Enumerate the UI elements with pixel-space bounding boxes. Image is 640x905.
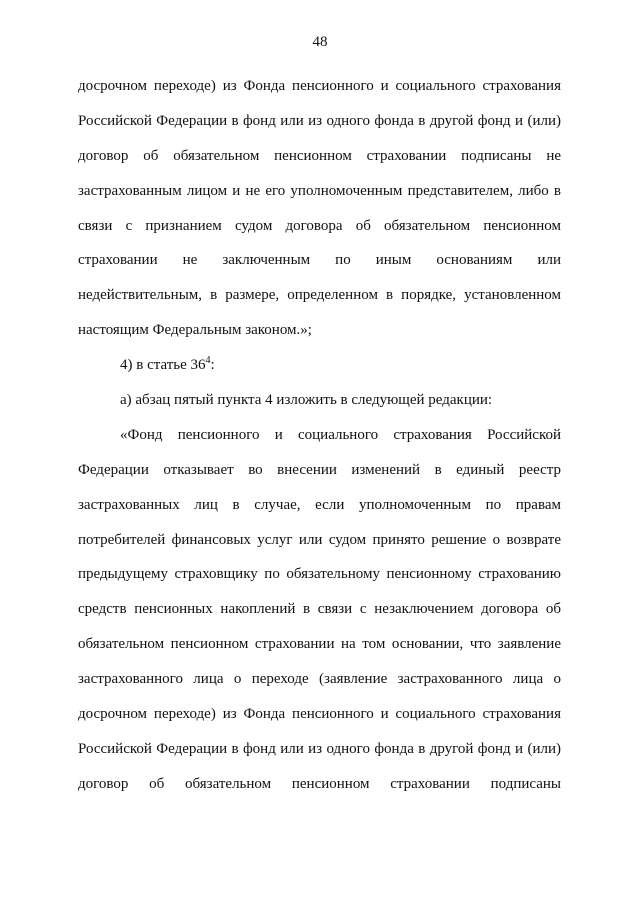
page-number: 48 [312, 34, 328, 50]
text-line: застрахованного лица о переходе (заявление застрахованного лица о [78, 671, 561, 688]
text-line: страховании не заключенным по иным основаниям или [78, 252, 561, 269]
text-line: Федерации отказывает во внесении изменений в единый реестр [78, 461, 561, 478]
text-line: настоящим Федеральным законом.»; [78, 322, 312, 339]
sub-item-heading: а) абзац пятый пункта 4 изложить в следующей редакции: [120, 392, 493, 409]
document-body [78, 69, 561, 802]
text-line: досрочном переходе) из Фонда пенсионного и социального страхования [78, 78, 561, 94]
article-superscript: 4 [205, 355, 211, 367]
text-line: Российской Федерации в фонд или из одного фонда в другой фонд и (или) [78, 740, 561, 757]
text-line: договор об обязательном пенсионном страховании подписаны [78, 775, 561, 792]
list-item-colon: : [210, 357, 215, 374]
list-item-heading [78, 348, 561, 383]
text-line: договор об обязательном пенсионном страховании подписаны не [78, 147, 561, 164]
text-line: предыдущему страховщику по обязательному пенсионному страхованию [78, 566, 561, 583]
text-line: застрахованным лицом и не его уполномоченным представителем, либо в [78, 182, 561, 199]
text-line: обязательном пенсионном страховании на том основании, что заявление [78, 636, 561, 653]
text-line: Российской Федерации в фонд или из одного фонда в другой фонд и (или) [78, 112, 561, 129]
text-line: связи с признанием судом договора об обязательном пенсионном [78, 217, 561, 234]
text-line: досрочном переходе) из Фонда пенсионного и социального страхования [78, 706, 561, 723]
text-line: недействительным, в размере, определенном в порядке, установленном [78, 287, 561, 304]
text-line: средств пенсионных накоплений в связи с незаключением договора об [78, 601, 561, 618]
text-line: застрахованных лиц в случае, если уполномоченным по правам [78, 496, 561, 513]
list-item-text: 4) в статье 36 [120, 357, 206, 374]
text-line: «Фонд пенсионного и социального страхования Российской [120, 426, 561, 443]
text-line: потребителей финансовых услуг или судом принято решение о возврате [78, 531, 561, 548]
